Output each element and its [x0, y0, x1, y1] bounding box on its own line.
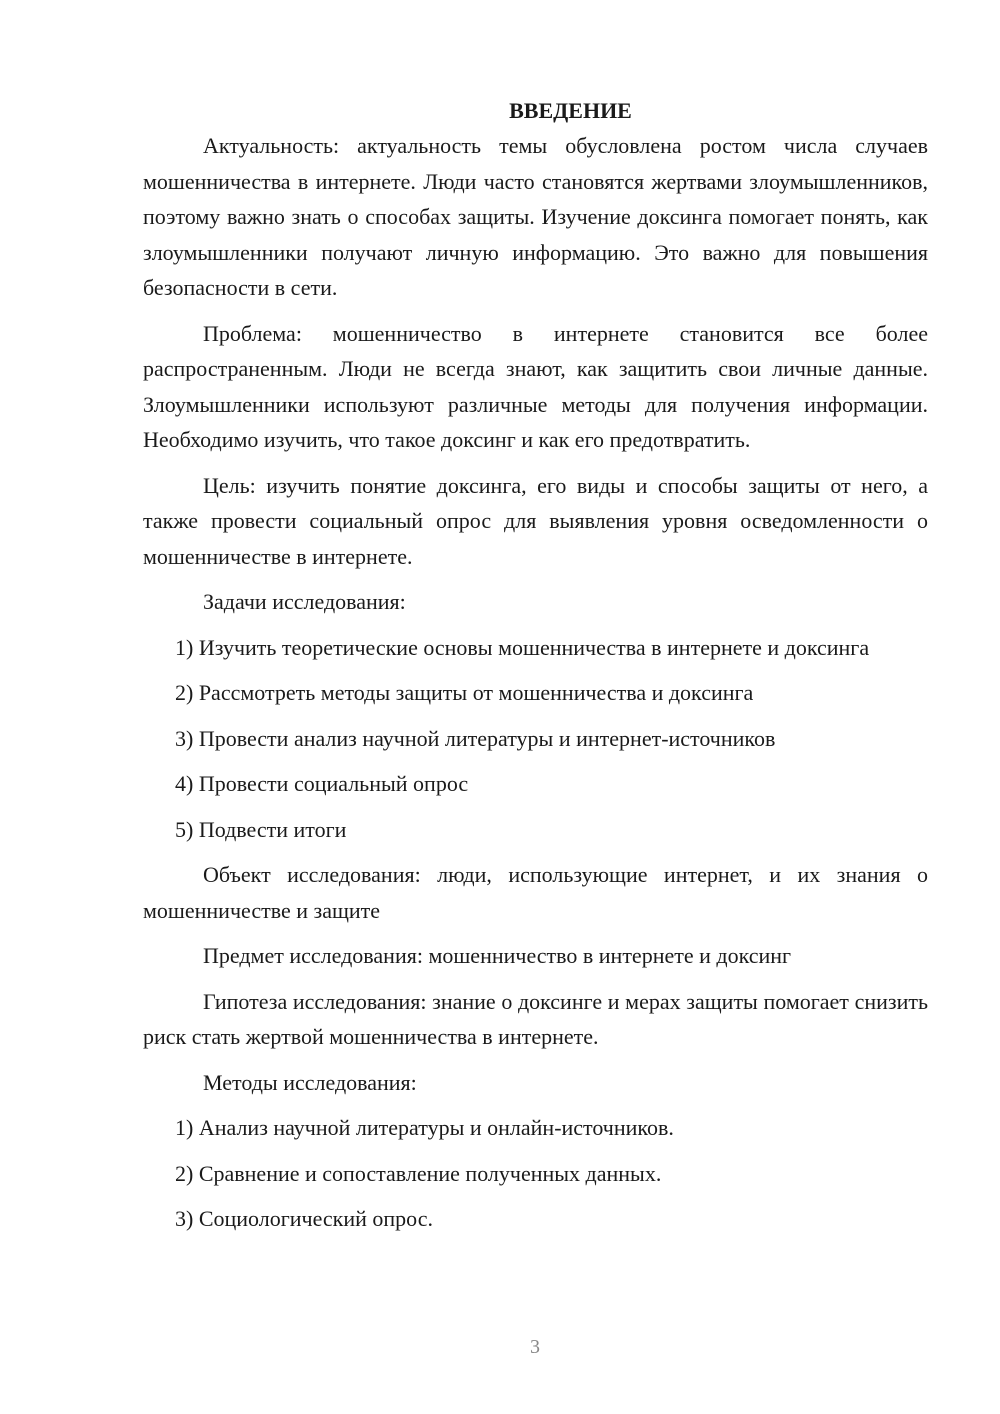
section-title: ВВЕДЕНИЕ — [509, 98, 632, 123]
task-item: 2) Рассмотреть методы защиты от мошенничества и доксинга — [175, 680, 754, 705]
task-item: 3) Провести анализ научной литературы и интернет-источников — [175, 725, 776, 751]
page-number: 3 — [530, 1336, 540, 1358]
method-item: 1) Анализ научной литературы и онлайн-источников. — [175, 1115, 674, 1140]
method-item: 3) Социологический опрос. — [175, 1206, 433, 1231]
paragraph-relevance: Актуальность: актуальность темы обусловлена ростом числа случаев мошенничества в интернете. Люди часто становятся жертвами злоумышленников, поэтому важно знать о способах защиты. Изучение доксинга помогает понять, как злоумышленники получают личную информацию. Это важно для повышения безопасности в сети. — [143, 133, 928, 300]
paragraph-subject: Предмет исследования: мошенничество в интернете и доксинг — [203, 943, 792, 968]
paragraph-problem: Проблема: мошенничество в интернете становится все более распространенным. Люди не всегда знают, как защитить свои личные данные. Злоумышленники используют различные методы для получения информации. Необходимо изучить, что такое доксинг и как его предотвратить. — [143, 320, 928, 452]
methods-heading: Методы исследования: — [203, 1069, 417, 1095]
paragraph-object: Объект исследования: люди, использующие интернет, и их знания о мошенничестве и защите — [143, 862, 928, 923]
method-item: 2) Сравнение и сопоставление полученных данных. — [175, 1160, 662, 1186]
page-content — [143, 93, 928, 1237]
task-item: 5) Подвести итоги — [175, 816, 347, 842]
paragraph-goal: Цель: изучить понятие доксинга, его виды и способы защиты от него, а также провести социальный опрос для выявления уровня осведомленности о мошенничестве в интернете. — [143, 472, 928, 569]
task-item: 1) Изучить теоретические основы мошенничества в интернете и доксинга — [175, 634, 870, 660]
paragraph-hypothesis: Гипотеза исследования: знание о доксинге и мерах защиты помогает снизить риск стать жертвой мошенничества в интернете. — [143, 988, 928, 1049]
task-item: 4) Провести социальный опрос — [175, 771, 469, 796]
tasks-heading: Задачи исследования: — [203, 589, 406, 614]
